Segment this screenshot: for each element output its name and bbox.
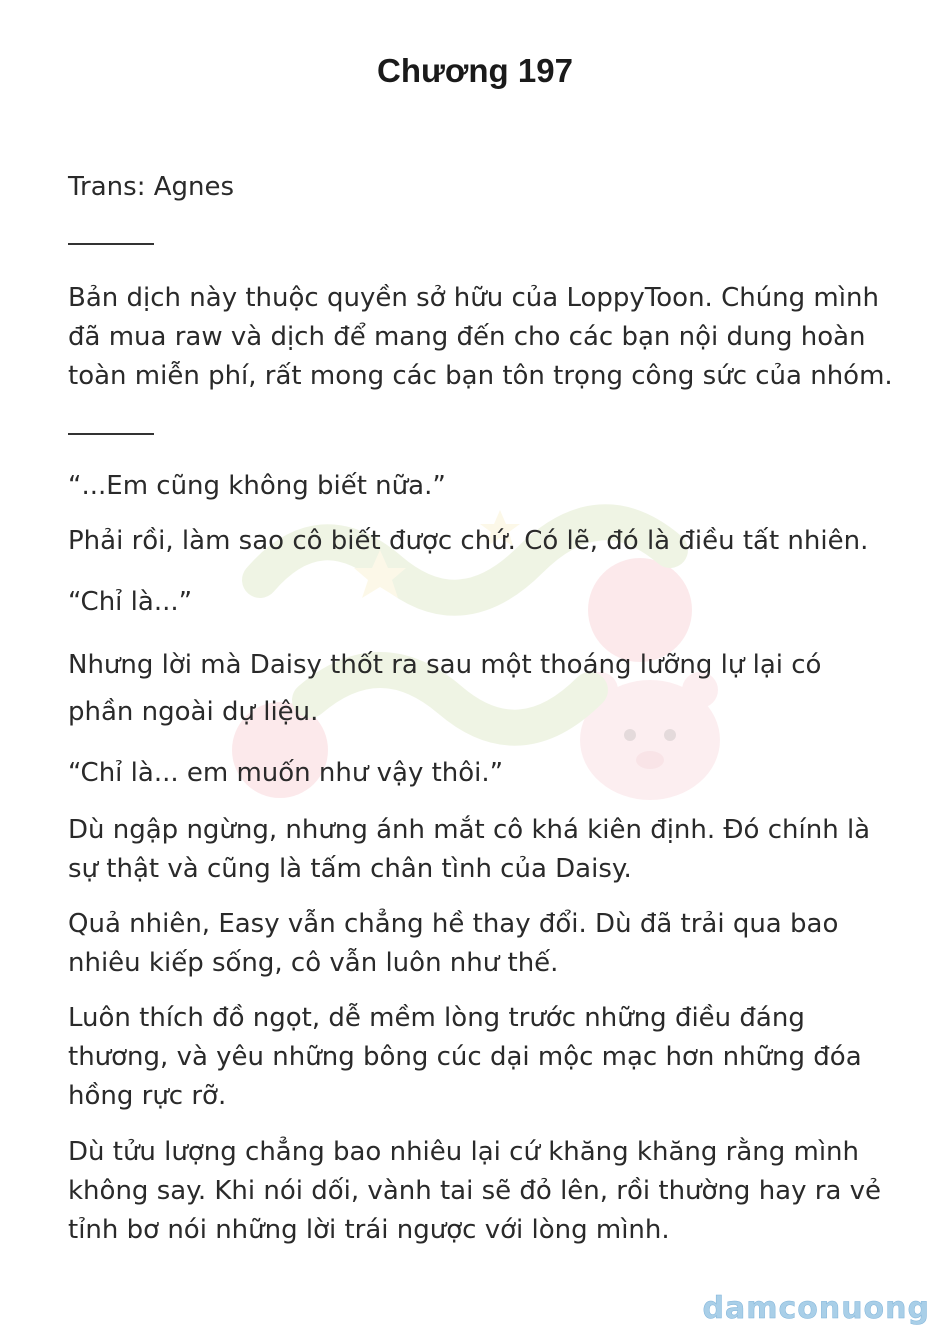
paragraph-line: thương, và yêu những bông cúc dại mộc mạc hơn những đóa — [68, 1042, 862, 1072]
paragraph-line: Nhưng lời mà Daisy thốt ra sau một thoáng lưỡng lự lại có — [68, 650, 822, 680]
paragraph-line: Dù ngập ngừng, nhưng ánh mắt cô khá kiên định. Đó chính là — [68, 815, 871, 845]
paragraph-line: Quả nhiên, Easy vẫn chẳng hề thay đổi. Dù đã trải qua bao — [68, 909, 839, 939]
paragraph-line: sự thật và cũng là tấm chân tình của Daisy. — [68, 854, 632, 884]
paragraph-line: “Chỉ là... em muốn như vậy thôi.” — [68, 758, 504, 788]
paragraph-line: Luôn thích đồ ngọt, dễ mềm lòng trước những điều đáng — [68, 1003, 805, 1033]
site-brand-watermark: damconuong — [702, 1291, 930, 1326]
paragraph-line: Phải rồi, làm sao cô biết được chứ. Có lẽ, đó là điều tất nhiên. — [68, 526, 869, 556]
notice-line: đã mua raw và dịch để mang đến cho các bạn nội dung hoàn — [68, 322, 866, 352]
translator-credit: Trans: Agnes — [68, 172, 235, 202]
paragraph-line: không say. Khi nói dối, vành tai sẽ đỏ lên, rồi thường hay ra vẻ — [68, 1176, 882, 1206]
paragraph-line: nhiêu kiếp sống, cô vẫn luôn như thế. — [68, 948, 559, 978]
divider — [68, 433, 154, 435]
paragraph-line: phần ngoài dự liệu. — [68, 697, 319, 727]
paragraph-line: hồng rực rỡ. — [68, 1081, 227, 1111]
chapter-title: Chương 197 — [377, 52, 573, 89]
paragraph-line: Dù tửu lượng chẳng bao nhiêu lại cứ khăng khăng rằng mình — [68, 1137, 860, 1167]
bear-icon — [580, 672, 720, 800]
paragraph-line: “...Em cũng không biết nữa.” — [68, 471, 446, 501]
notice-line: Bản dịch này thuộc quyền sở hữu của LoppyToon. Chúng mình — [68, 283, 879, 313]
notice-line: toàn miễn phí, rất mong các bạn tôn trọng công sức của nhóm. — [68, 361, 893, 391]
paragraph-line: tỉnh bơ nói những lời trái ngược với lòng mình. — [68, 1215, 670, 1245]
paragraph-line: “Chỉ là...” — [68, 587, 193, 617]
divider — [68, 243, 154, 245]
